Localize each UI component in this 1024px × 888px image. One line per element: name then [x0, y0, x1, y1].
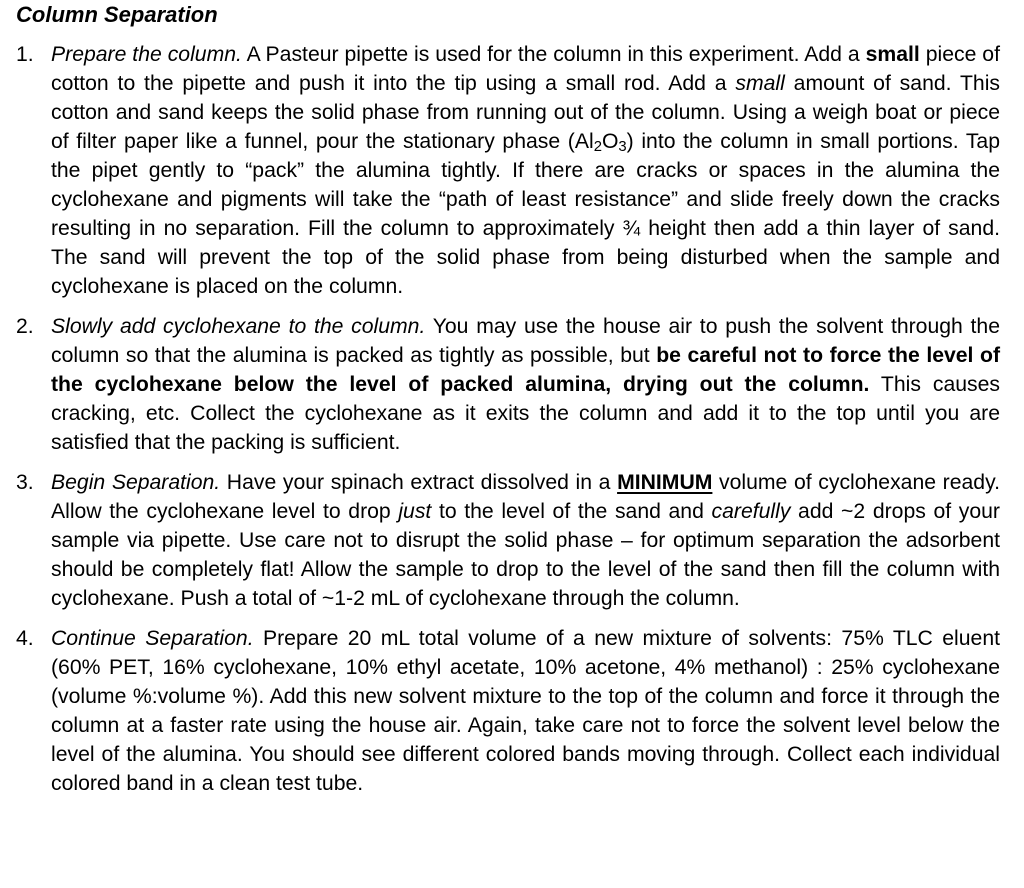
step-text: O — [601, 130, 619, 153]
emphasis-bold: small — [865, 43, 920, 66]
step-lead: Continue Separation. — [51, 627, 254, 650]
step-lead: Slowly add cyclohexane to the column. — [51, 315, 426, 338]
step-text: volume of cyclohexane ready. Allow the cyclohexane level to drop — [51, 471, 1000, 523]
step-lead: Prepare the column. — [51, 43, 242, 66]
step-text: Prepare 20 mL total volume of a new mixture of solvents: 75% TLC eluent (60% PET, 16% cyclohexane, 10% ethyl acetate, 10% acetone, 4% methanol) : 25% cyclohexane (volume %:volume %). Add this new solvent mixture to the top of the column and force it through the column at a faster rate using the house air. Again, take care not to force the solvent level below the level of the alumina. You should see different colored bands moving through. Collect each individual colored band in a clean test tube. — [51, 627, 1000, 795]
step-text: ) into the column in small portions. Tap the pipet gently to “pack” the alumina tightly. If there are cracks or spaces in the alumina the cyclohexane and pigments will take the “path of least resistance” and slide freely down the cracks resulting in no separation. Fill the column to approximately ¾ height then add a thin layer of sand. The sand will prevent the top of the solid phase from being disturbed when the sample and cyclohexane is placed on the column. — [51, 130, 1000, 298]
step-number: 4. — [16, 627, 34, 650]
step-number: 1. — [16, 43, 34, 66]
step-text: to the level of the sand and — [431, 500, 712, 523]
step-text: piece of cotton to the pipette and push it into the tip using a small rod. Add a — [51, 43, 1000, 95]
step-text: A Pasteur pipette is used for the column in this experiment. Add a — [241, 43, 866, 66]
step-text: add ~2 drops of your sample via pipette. Use care not to disrupt the solid phase – for optimum separation the adsorbent should be completely flat! Allow the sample to drop to the level of the sand then fill the column with cyclohexane. Push a total of ~1-2 mL of cyclohexane through the column. — [51, 500, 1000, 610]
emphasis-italic: carefully — [711, 500, 791, 523]
subscript: 3 — [618, 138, 627, 155]
step-number: 2. — [16, 315, 34, 338]
emphasis-italic: just — [398, 500, 432, 523]
step-text: Have your spinach extract dissolved in a — [220, 471, 618, 494]
step-text: You may use the house air to push the solvent through the column so that the alumina is packed as tightly as possible, but — [51, 315, 1000, 367]
list-item-step-1 — [16, 40, 1000, 301]
emphasis-italic: small — [735, 72, 785, 95]
emphasis-bold-underline: MINIMUM — [617, 471, 713, 494]
subscript: 2 — [593, 138, 602, 155]
procedure-list — [16, 40, 1000, 798]
step-number: 3. — [16, 471, 34, 494]
section-title: Column Separation — [16, 2, 218, 27]
emphasis-bold: be careful not to force the level of the cyclohexane below the level of packed alumina, drying out the column. — [51, 344, 1001, 396]
list-item-step-3 — [16, 468, 1000, 613]
step-text: amount of sand. This cotton and sand keeps the solid phase from running out of the column. Using a weigh boat or piece of filter paper like a funnel, pour the stationary phase (Al — [51, 72, 1000, 153]
step-lead: Begin Separation. — [51, 471, 221, 494]
step-text: This causes cracking, etc. Collect the cyclohexane as it exits the column and add it to the top until you are satisfied that the packing is sufficient. — [51, 373, 1000, 454]
list-item-step-4 — [16, 624, 1000, 798]
list-item-step-2 — [16, 312, 1000, 457]
